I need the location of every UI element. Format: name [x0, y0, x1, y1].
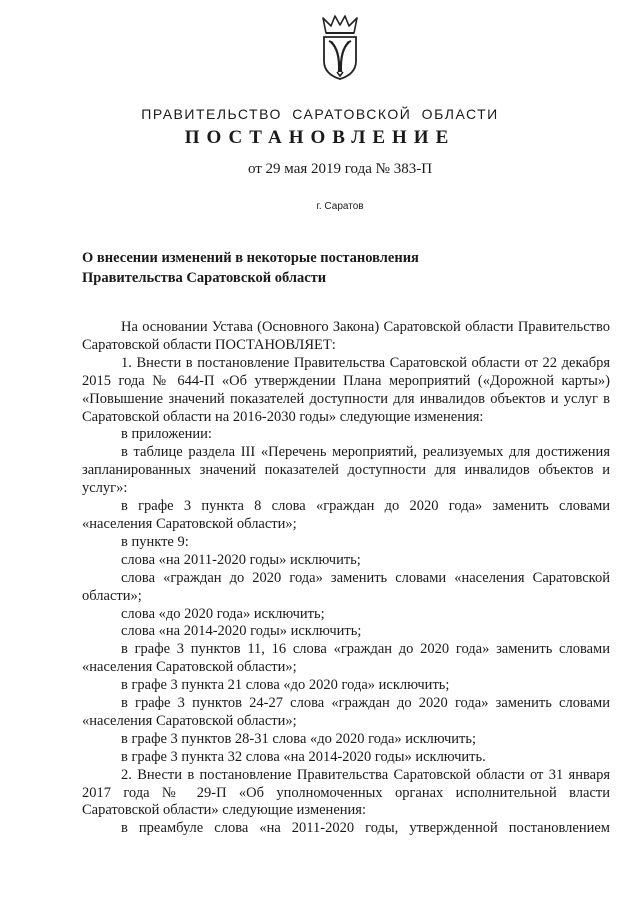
body-paragraph: в графе 3 пунктов 28-31 слова «до 2020 года» исключить; — [121, 730, 477, 747]
body-paragraph: в приложении: — [121, 426, 212, 443]
body-paragraph: 1. Внести в постановление Правительства Саратовской области от 22 декабря 2015 года № 644-П «Об утверждении Плана мероприятий («Дорожной карты») «Повышение значений показателей доступности для инвалидов объектов и услуг в Саратовской области на 2016-2030 годы» следующие изменения: — [82, 354, 610, 425]
document-body — [82, 319, 610, 838]
body-paragraph: 2. Внести в постановление Правительства Саратовской области от 31 января 2017 года № 29-П «Об уполномоченных органах исполнительной власти Саратовской области» следующие изменения: — [82, 766, 610, 819]
body-paragraph: На основании Устава (Основного Закона) Саратовской области Правительство Саратовской области ПОСТАНОВЛЯЕТ: — [82, 319, 610, 353]
body-paragraph: в графе 3 пункта 8 слова «граждан до 2020 года» заменить словами «населения Саратовской области»; — [82, 498, 610, 532]
body-paragraph: в графе 3 пункта 21 слова «до 2020 года» исключить; — [121, 677, 450, 694]
body-paragraph: слова «до 2020 года» исключить; — [121, 605, 325, 622]
subject-line: Правительства Саратовской области — [82, 270, 327, 286]
body-paragraph: в преамбуле слова «на 2011-2020 годы, утвержденной постановлением — [121, 820, 610, 837]
coat-of-arms-icon — [320, 14, 360, 80]
document-date-number: от 29 мая 2019 года № 383-П — [247, 161, 433, 177]
body-paragraph: в таблице раздела III «Перечень мероприятий, реализуемых для достижения запланированных значений показателей доступности для инвалидов объектов и услуг»: — [82, 444, 610, 497]
document-subject — [82, 248, 522, 288]
document-type: ПОСТАНОВЛЕНИЕ — [184, 127, 456, 148]
government-name: ПРАВИТЕЛЬСТВО САРАТОВСКОЙ ОБЛАСТИ — [141, 106, 499, 122]
body-paragraph: слова «на 2014-2020 годы» исключить; — [121, 623, 362, 640]
body-paragraph: слова «на 2011-2020 годы» исключить; — [121, 551, 361, 568]
subject-line: О внесении изменений в некоторые постановления — [82, 250, 419, 266]
body-paragraph: слова «граждан до 2020 года» заменить словами «населения Саратовской области»; — [82, 569, 610, 604]
body-paragraph: в графе 3 пунктов 11, 16 слова «граждан до 2020 года» заменить словами «населения Саратовской области»; — [82, 641, 610, 676]
body-paragraph: в графе 3 пункта 32 слова «на 2014-2020 годы» исключить. — [121, 748, 486, 765]
body-paragraph: в графе 3 пунктов 24-27 слова «граждан до 2020 года» заменить словами «населения Саратовской области»; — [82, 695, 610, 729]
document-city: г. Саратов — [316, 201, 364, 212]
body-paragraph: в пункте 9: — [121, 533, 189, 550]
